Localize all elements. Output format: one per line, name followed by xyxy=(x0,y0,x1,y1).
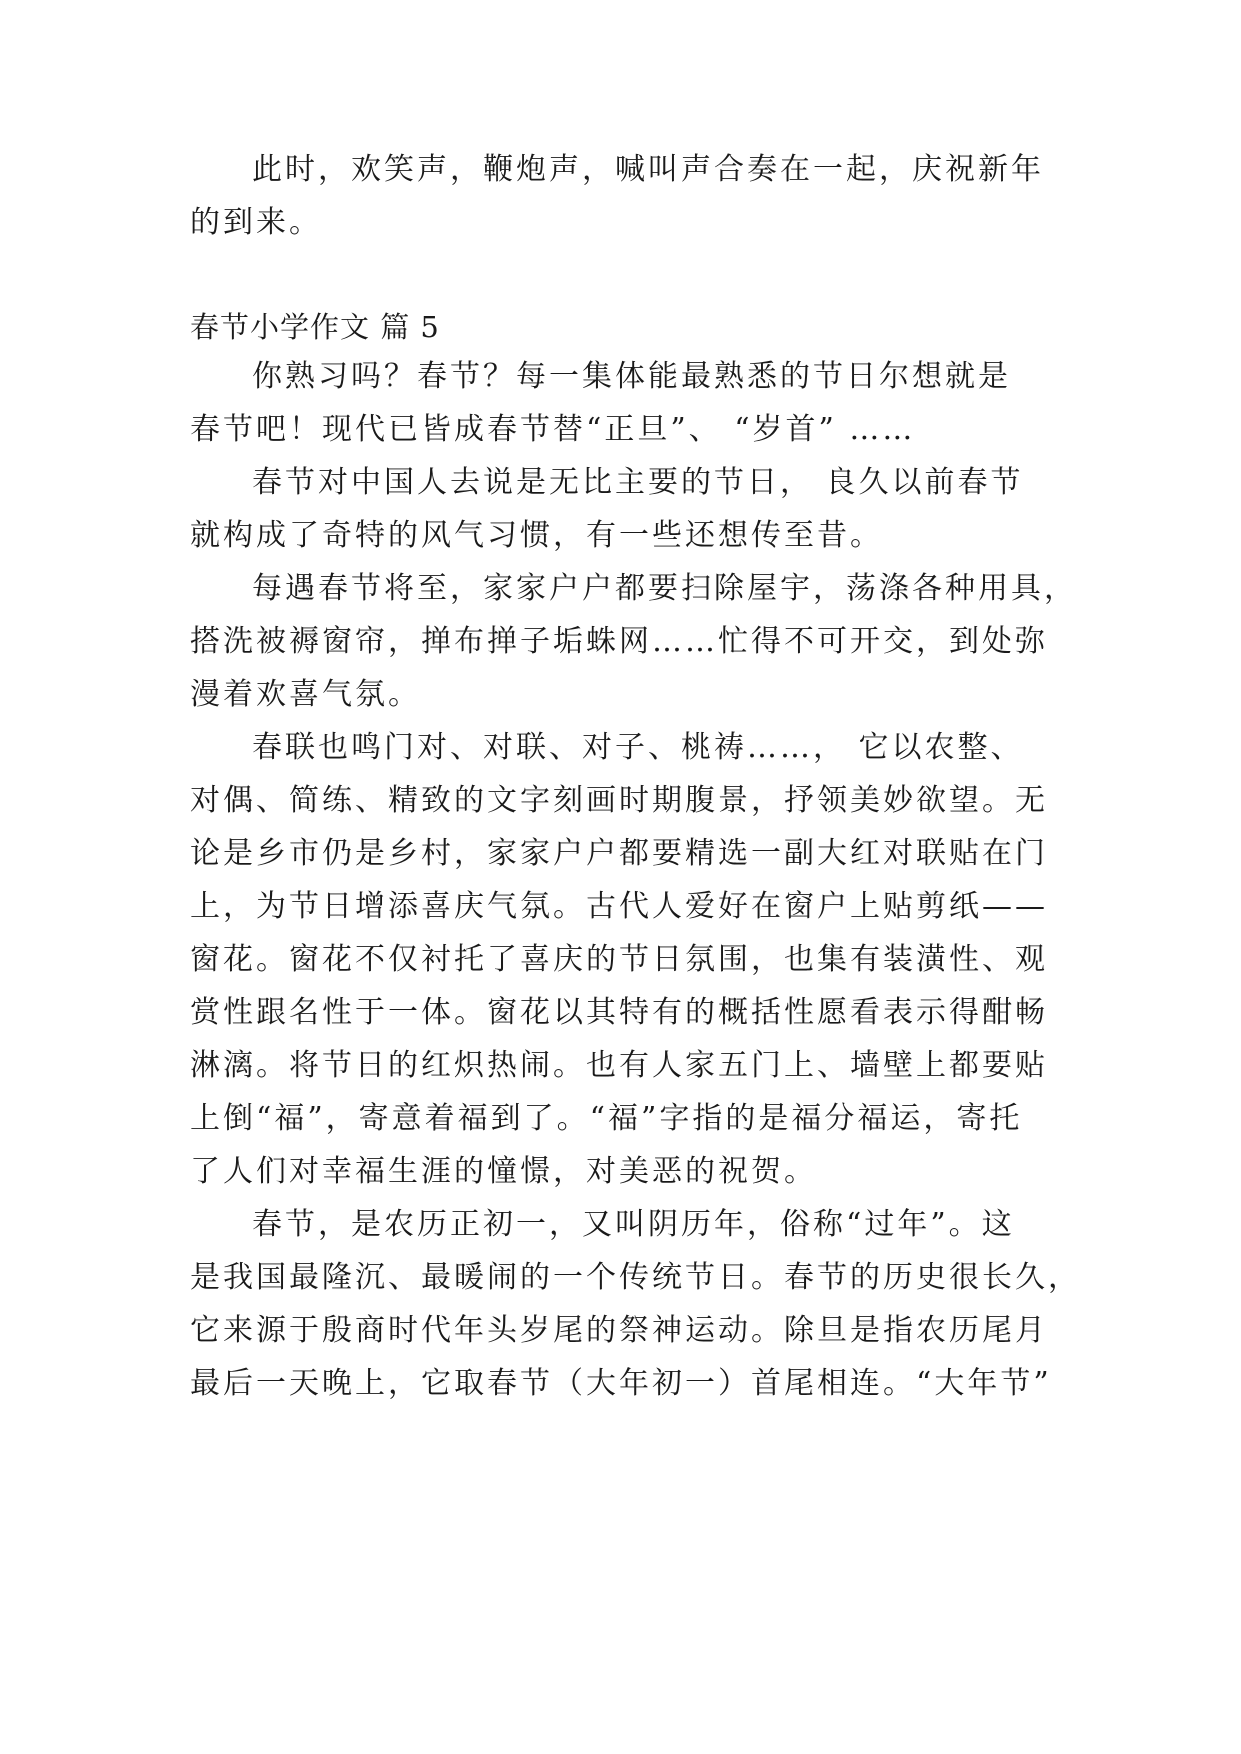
text-line: 上倒“福”，寄意着福到了。“福”字指的是福分福运，寄托 xyxy=(190,1101,1023,1136)
text-line: 论是乡市仍是乡村，家家户户都要精选一副大红对联贴在门 xyxy=(190,836,1048,871)
text-line: 每遇春节将至，家家户户都要扫除屋宇，荡涤各种用具， xyxy=(252,571,1077,606)
text-line: 漫着欢喜气氛。 xyxy=(190,677,421,712)
text-line: 最后一天晚上，它取春节（大年初一）首尾相连。“大年节” xyxy=(190,1366,1052,1401)
text-line: 春联也鸣门对、对联、对子、桃祷……， 它以农整、 xyxy=(252,730,1024,765)
section-title: 春节小学作文 篇 5 xyxy=(190,310,440,344)
text-line: 就构成了奇特的风气习惯，有一些还想传至昔。 xyxy=(190,518,883,553)
text-line: 淋漓。将节日的红炽热闹。也有人家五门上、墙壁上都要贴 xyxy=(190,1048,1048,1083)
text-line: 对偶、简练、精致的文字刻画时期腹景，抒领美妙欲望。无 xyxy=(190,783,1048,818)
text-line: 是我国最隆沉、最暖闹的一个传统节日。春节的历史很长久， xyxy=(190,1260,1081,1295)
text-line: 春节对中国人去说是无比主要的节日， 良久以前春节 xyxy=(252,465,1024,500)
text-line: 它来源于殷商时代年头岁尾的祭神运动。除旦是指农历尾月 xyxy=(190,1313,1048,1348)
text-line: 了人们对幸福生涯的憧憬，对美恶的祝贺。 xyxy=(190,1154,817,1189)
text-line: 上，为节日增添喜庆气氛。古代人爱好在窗户上贴剪纸—— xyxy=(190,889,1048,924)
text-line: 春节，是农历正初一，又叫阴历年，俗称“过年”。这 xyxy=(252,1207,1015,1242)
text-line: 你熟习吗？春节？每一集体能最熟悉的节日尔想就是 xyxy=(252,359,1011,394)
text-line: 窗花。窗花不仅衬托了喜庆的节日氛围，也集有装潢性、观 xyxy=(190,942,1048,977)
text-line: 赏性跟名性于一体。窗花以其特有的概括性愿看表示得酣畅 xyxy=(190,995,1048,1030)
text-line: 的到来。 xyxy=(190,205,322,240)
text-line: 此时，欢笑声，鞭炮声，喊叫声合奏在一起，庆祝新年 xyxy=(252,152,1044,187)
text-line: 搭洗被褥窗帘，掸布掸子垢蛛网……忙得不可开交，到处弥 xyxy=(190,624,1048,659)
text-line: 春节吧！现代已皆成春节替“正旦”、 “岁首” …… xyxy=(190,412,916,447)
